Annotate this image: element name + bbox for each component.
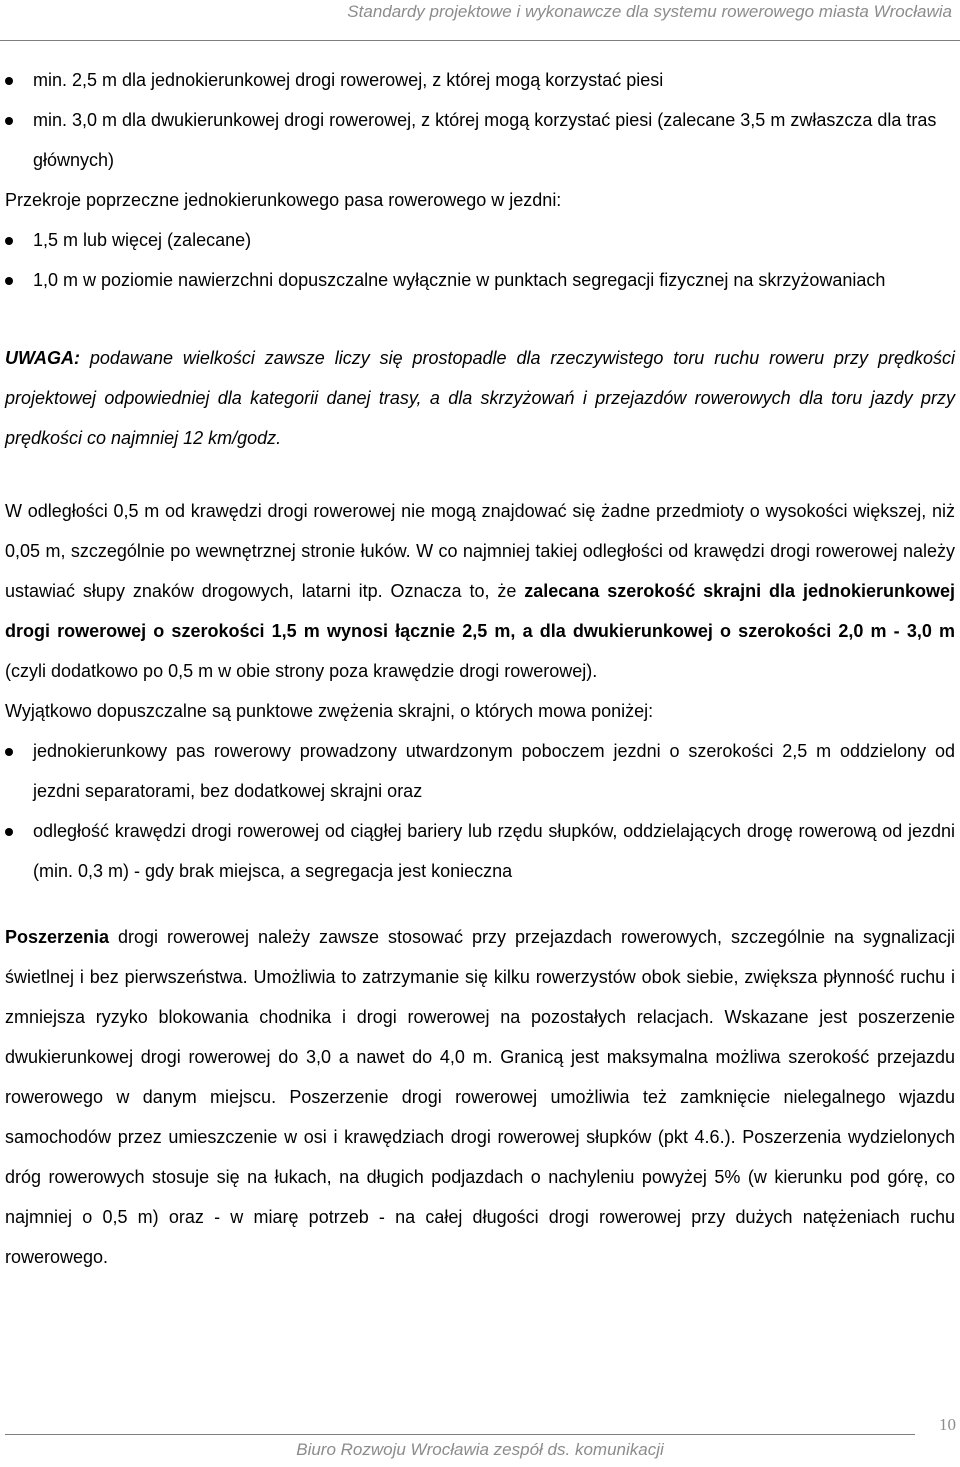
exceptions-list [5,731,955,891]
bullet-icon [5,237,13,245]
bullet-icon [5,277,13,285]
clearance-highlight: zalecana szerokość skrajni dla jednokierunkowej drogi rowerowej o szerokości 1,5 m wynosi łącznie 2,5 m, a dla dwukierunkowej o szerokości 2,0 m - 3,0 m [5,581,955,641]
footer-text: Biuro Rozwoju Wrocławia zespół ds. komunikacji [296,1440,664,1459]
cross-section-list [5,220,955,300]
bullet-icon [5,77,13,85]
footer-divider [5,1434,915,1435]
width-list [5,60,955,180]
list-item: 1,5 m lub więcej (zalecane) [5,220,955,260]
page-number: 10 [939,1415,956,1434]
note-paragraph [5,338,955,458]
note-text: podawane wielkości zawsze liczy się prostopadle dla rzeczywistego toru ruchu roweru przy prędkości projektowej odpowiedniej dla kategorii danej trasy, a dla skrzyżowań i przejazdów rowerowych dla toru jazdy przy prędkości co najmniej 12 km/godz. [5,348,955,448]
list-item: jednokierunkowy pas rowerowy prowadzony utwardzonym poboczem jezdni o szerokości 2,5 m oddzielony od jezdni separatorami, bez dodatkowej skrajni oraz [5,731,955,811]
widening-label: Poszerzenia [5,927,110,947]
bullet-icon [5,117,13,125]
bullet-icon [5,828,13,836]
clearance-paragraph: W odległości 0,5 m od krawędzi drogi rowerowej nie mogą znajdować się żadne przedmioty o wysokości większej, niż 0,05 m, szczególnie po wewnętrznej stronie łuków. W co najmniej takiej odległości od krawędzi drogi rowerowej należy ustawiać słupy znaków drogowych, latarni itp. Oznacza to, że zalecana szerokość skrajni dla jednokierunkowej drogi rowerowej o szerokości 1,5 m wynosi łącznie 2,5 m, a dla dwukierunkowej o szerokości 2,0 m - 3,0 m (czyli dodatkowo po 0,5 m w obie strony poza krawędzie drogi rowerowej). [5,501,955,681]
document-body [5,60,955,1277]
cross-section-heading: Przekroje poprzeczne jednokierunkowego pasa rowerowego w jezdni: [5,190,562,210]
list-item: 1,0 m w poziomie nawierzchni dopuszczalne wyłącznie w punktach segregacji fizycznej na skrzyżowaniach [5,260,955,300]
widening-paragraph: Poszerzenia drogi rowerowej należy zawsze stosować przy przejazdach rowerowych, szczególnie na sygnalizacji świetlnej i bez pierwszeństwa. Umożliwia to zatrzymanie się kilku rowerzystów obok siebie, zwiększa płynność ruchu i zmniejsza ryzyko blokowania chodnika i drogi rowerowej na pozostałych relacjach. Wskazane jest poszerzenie dwukierunkowej drogi rowerowej do 3,0 a nawet do 4,0 m. Granicą jest maksymalna możliwa szerokość przejazdu rowerowego w danym miejscu. Poszerzenie drogi rowerowej umożliwia też zamknięcie nielegalnego wjazdu samochodów przez umieszczenie w osi i krawędziach drogi rowerowej słupków (pkt 4.6.). Poszerzenia wydzielonych dróg rowerowych stosuje się na łukach, na długich podjazdach o nachyleniu powyżej 5% (w kierunku pod górę, co najmniej o 0,5 m) oraz - w miarę potrzeb - na całej długości drogi rowerowej przy dużych natężeniach ruchu rowerowego. [5,927,955,1267]
header-title: Standardy projektowe i wykonawcze dla systemu rowerowego miasta Wrocławia [347,2,952,21]
exceptions-heading: Wyjątkowo dopuszczalne są punktowe zwężenia skrajni, o których mowa poniżej: [5,701,654,721]
list-item: min. 2,5 m dla jednokierunkowej drogi rowerowej, z której mogą korzystać piesi [5,60,955,100]
list-item: min. 3,0 m dla dwukierunkowej drogi rowerowej, z której mogą korzystać piesi (zalecane 3,5 m zwłaszcza dla tras głównych) [5,100,955,180]
bullet-icon [5,748,13,756]
note-label: UWAGA: [5,348,80,368]
page-header [0,0,960,41]
list-item: odległość krawędzi drogi rowerowej od ciągłej bariery lub rzędu słupków, oddzielających drogę rowerową od jezdni (min. 0,3 m) - gdy brak miejsca, a segregacja jest konieczna [5,811,955,891]
